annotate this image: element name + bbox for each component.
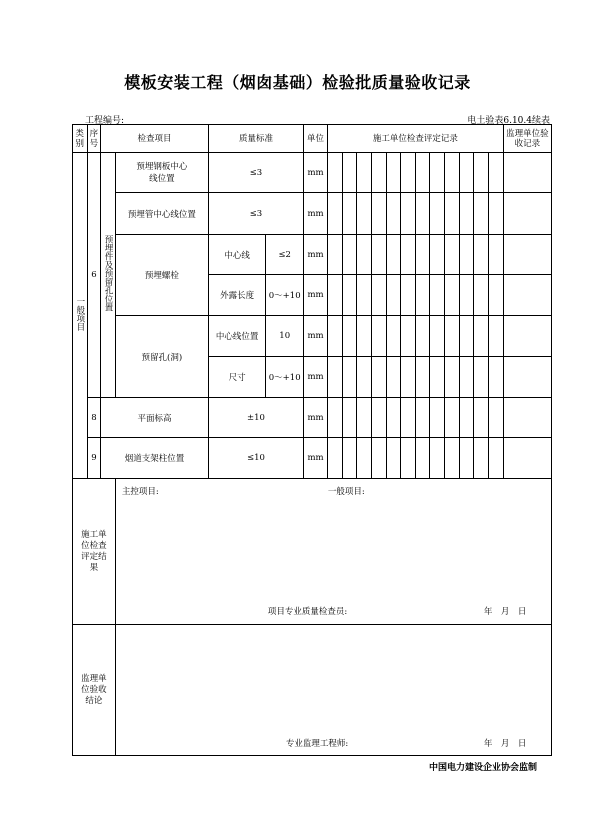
form-number: 电土验表6.10.4续表 — [467, 116, 550, 126]
eval-area — [115, 479, 551, 625]
std-hole-center: 10 — [266, 316, 304, 357]
header-category: 类别 — [73, 125, 88, 153]
footer-issuer: 中国电力建设企业协会监制 — [428, 763, 537, 773]
accept-date: 年 月 日 — [483, 739, 527, 749]
std-embedded-pipe: ≤3 — [208, 193, 303, 235]
sub-hole-center: 中心线位置 — [208, 316, 266, 357]
group-embedded-parts: 预埋件及预留孔位置 — [101, 153, 116, 398]
project-number-label: 工程编号: — [85, 116, 125, 126]
std-hole-size: 0～+10 — [266, 357, 304, 398]
inspection-table — [72, 124, 552, 756]
seq-9: 9 — [87, 438, 101, 479]
unit-cell: mm — [304, 316, 328, 357]
header-standard: 质量标准 — [208, 125, 303, 153]
page-title: 模板安装工程（烟囱基础）检验批质量验收记录 — [124, 73, 471, 92]
eval-main-items: 主控项目: — [121, 487, 159, 497]
header-construction-record: 施工单位检查评定记录 — [328, 125, 504, 153]
eval-date: 年 月 日 — [483, 607, 527, 617]
std-bolt-center: ≤2 — [266, 235, 304, 275]
unit-cell: mm — [304, 398, 328, 438]
item-plane-elevation: 平面标高 — [101, 398, 209, 438]
header-supervisor-record: 监理单位验收记录 — [503, 125, 551, 153]
sub-bolt-center: 中心线 — [208, 235, 266, 275]
item-embedded-bolt: 预埋螺栓 — [115, 235, 208, 316]
std-plane-elevation: ±10 — [208, 398, 303, 438]
header-item: 检查项目 — [101, 125, 209, 153]
sub-hole-size: 尺寸 — [208, 357, 266, 398]
item-flue-support: 烟道支架柱位置 — [101, 438, 209, 479]
eval-label: 施工单位检查评定结果 — [73, 479, 116, 625]
unit-cell: mm — [304, 153, 328, 193]
header-seq: 序号 — [87, 125, 101, 153]
accept-area — [115, 625, 551, 756]
eval-general-items: 一般项目: — [327, 487, 365, 497]
std-embedded-plate: ≤3 — [208, 153, 303, 193]
item-reserved-hole: 预留孔(洞) — [115, 316, 208, 398]
category-general: 一般项目 — [73, 153, 88, 479]
std-bolt-exposed-length: 0～+10 — [266, 275, 304, 316]
unit-cell: mm — [304, 438, 328, 479]
accept-label: 监理单位验收结论 — [73, 625, 116, 756]
unit-cell: mm — [304, 357, 328, 398]
seq-8: 8 — [87, 398, 101, 438]
unit-cell: mm — [304, 235, 328, 275]
seq-6: 6 — [87, 153, 101, 398]
accept-engineer: 专业监理工程师: — [285, 739, 349, 749]
header-unit: 单位 — [304, 125, 328, 153]
item-embedded-pipe: 预埋管中心线位置 — [115, 193, 208, 235]
eval-inspector: 项目专业质量检查员: — [267, 607, 348, 617]
item-embedded-plate: 预埋钢板中心线位置 — [115, 153, 208, 193]
unit-cell: mm — [304, 275, 328, 316]
unit-cell: mm — [304, 193, 328, 235]
sub-bolt-exposed-length: 外露长度 — [208, 275, 266, 316]
std-flue-support: ≤10 — [208, 438, 303, 479]
